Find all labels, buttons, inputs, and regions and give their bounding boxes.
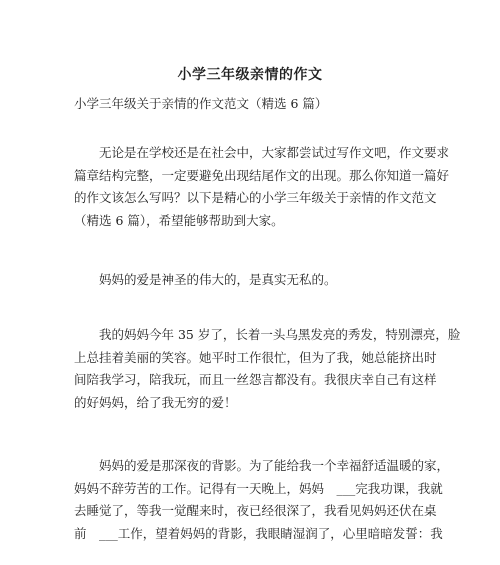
document-title: 小学三年级亲情的作文 <box>177 67 323 83</box>
paragraph-line: 篇章结构完整，一定要避免出现结尾作文的出现。那么你知道一篇好 <box>74 167 450 183</box>
paragraph-line: 无论是在学校还是在社会中，大家都尝试过写作文吧，作文要求 <box>74 145 450 160</box>
paragraph-line: 妈妈不辞劳苦的工作。记得有一天晚上，妈妈 ___完我功课，我就 <box>74 480 443 496</box>
paragraph-thesis <box>74 269 424 292</box>
paragraph-line: 的作文该怎么写吗？以下是精心的小学三年级关于亲情的作文范文 <box>74 190 437 205</box>
paragraph-mother-description <box>74 324 461 414</box>
paragraph-line: 上总挂着美丽的笑容。她平时工作很忙，但为了我，她总能挤出时 <box>74 349 437 365</box>
paragraph-line: 妈妈的爱是神圣的伟大的，是真实无私的。 <box>74 272 337 287</box>
paragraph-line: （精选 6 篇），希望能够帮助到大家。 <box>74 212 284 228</box>
paragraph-line: 去睡觉了，等我一觉醒来时，夜已经很深了，我看见妈妈还伏在桌 <box>74 503 437 518</box>
paragraph-line: 妈妈的爱是那深夜的背影。为了能给我一个幸福舒适温暖的家， <box>74 458 450 473</box>
paragraph-line: 间陪我学习，陪我玩，而且一丝怨言都没有。我很庆幸自己有这样 <box>74 372 437 387</box>
paragraph-night-work <box>74 455 450 545</box>
paragraph-line: 前 ___工作，望着妈妈的背影，我眼睛湿润了，心里暗暗发誓：我 <box>74 525 443 541</box>
paragraph-intro <box>74 142 450 232</box>
paragraph-line: 的好妈妈，给了我无穷的爱！ <box>74 394 237 410</box>
paragraph-line: 我的妈妈今年 35 岁了，长着一头乌黑发亮的秀发，特别漂亮，脸 <box>74 327 461 342</box>
document-subtitle: 小学三年级关于亲情的作文范文（精选 6 篇） <box>74 96 328 111</box>
